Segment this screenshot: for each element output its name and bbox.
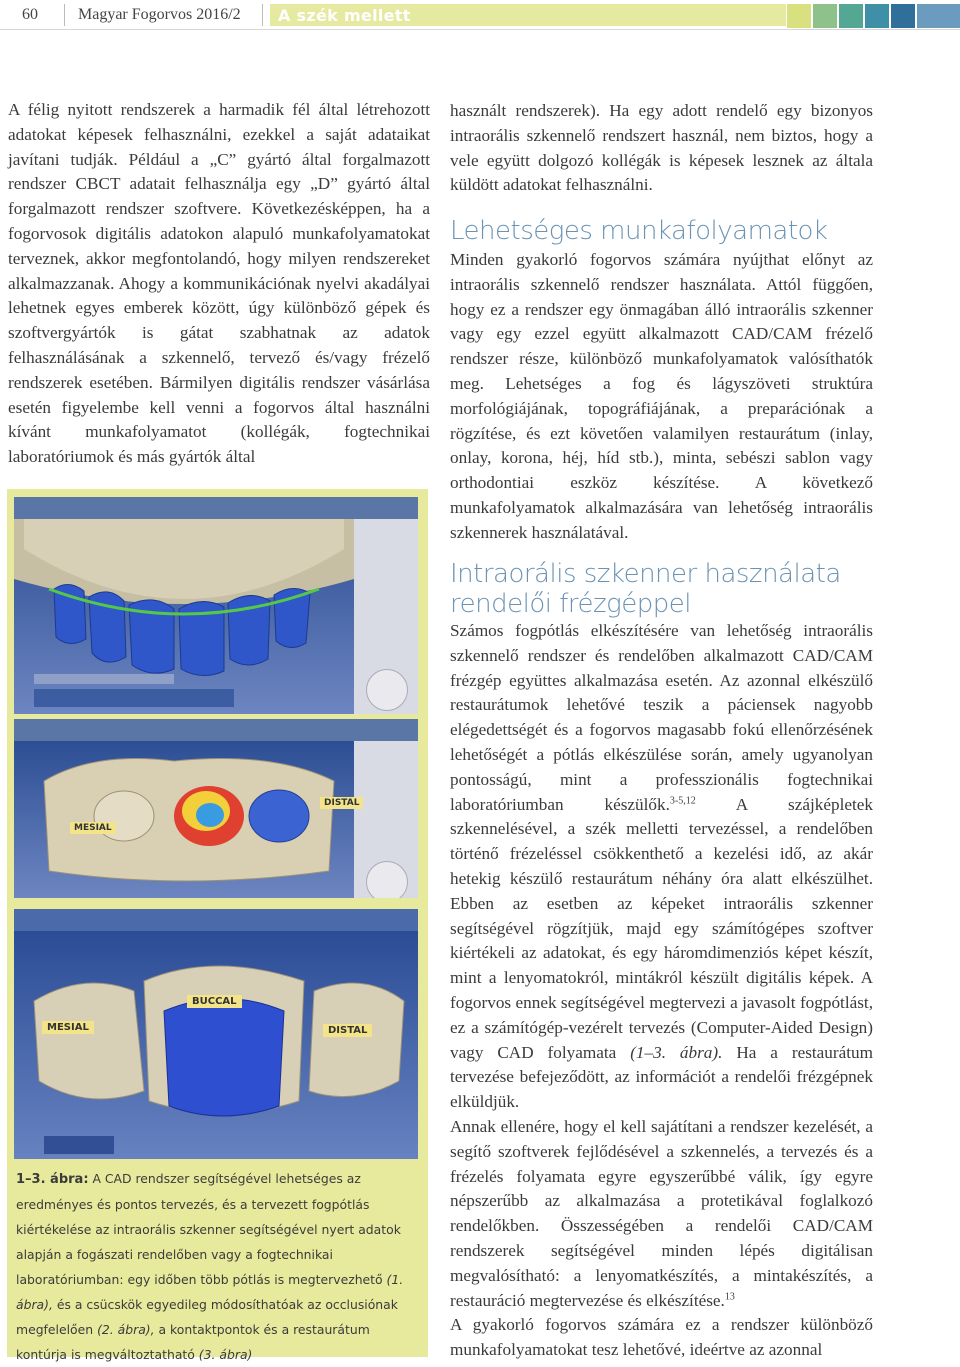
- paragraph: használt rendszerek). Ha egy adott rendelő egy bizonyos intraorális szkennelő rendszert használ, nem biztos, hogy a vele együtt dolgozó kollégák is képesek lesznek az általa küldött adatokat felhasználni.: [450, 101, 873, 195]
- paragraph: [450, 1115, 873, 1313]
- section-heading: Lehetséges munkafolyamatok: [450, 216, 828, 246]
- label-mesial-1: MESIAL: [70, 822, 116, 834]
- label-buccal: BUCCAL: [187, 995, 242, 1008]
- left-column: [8, 98, 430, 470]
- right-column-intro: [450, 99, 873, 198]
- page-number: 60: [22, 6, 38, 23]
- section-bar: [270, 4, 786, 26]
- right-column-workflows: [450, 248, 873, 546]
- figure-1-image: [14, 497, 418, 714]
- journal-title: Magyar Fogorvos 2016/2: [78, 6, 241, 23]
- app-toolbar: [14, 497, 418, 519]
- label-distal-2: DISTAL: [323, 1024, 372, 1037]
- caption-number: 1–3. ábra:: [16, 1172, 89, 1187]
- rotate-icon[interactable]: [366, 861, 408, 898]
- tool-panel: [354, 519, 418, 714]
- caption-text: a kontaktpontok és a restaurátum kontúrja is megváltoztatható: [16, 1322, 370, 1362]
- header-divider: [64, 4, 65, 26]
- color-square: [787, 4, 811, 28]
- section-title: A szék mellett: [278, 6, 411, 25]
- paragraph: Minden gyakorló fogorvos számára nyújthat előnyt az intraorális szkennelő rendszer használata. Attól függően, hogy ez a rendszer egy önmagában álló intraorális szkenner vagy egy ezzel együtt alkalmazott CAD/CAM frézelő rendszer része, különböző munkafolyamatok valósíthatók meg. Lehetséges a fog és lágyszöveti struktúra morfológiájának, topográfiájának, a preparációnak a rögzítése, és ezt követően valamilyen restaurátum (inlay, onlay, korona, héj, híd stb.), minta, sebészi sablon vagy orthodontiai eszköz készítése. A következő munkafolyamatok alkalmazására van lehetőség intraorális szkennerek használatával.: [450, 250, 873, 542]
- rotate-icon[interactable]: [366, 669, 408, 711]
- right-column-scanner: [450, 619, 873, 1363]
- color-square: [865, 4, 889, 28]
- page-header: [0, 0, 960, 32]
- figure-caption: [16, 1166, 416, 1367]
- 3d-view: [14, 741, 354, 898]
- 3d-view: [14, 931, 418, 1159]
- color-square: [839, 4, 863, 28]
- text-run: A szájképletek szkennelésével, a szék melletti tervezéssel, a rendelőben történő frézeléssel csökkenthető a kezelési idő, az akár hetekig készülő restaurátum néhány óra alatt elkészülhet. Ebben az esetben az képeket intraorális szkenner segítségével rögzítjük, majd egy számítógépes szoftver kiértékeli az adatokat, és egy háromdimenziós képet készít, mint a lenyomatokról, mintákról készült digitális képek. A fogorvos ennek segítségével megtervezi a javasolt fogpótlást, ez a számítógép-vezérelt tervezés (Computer-Aided Design) vagy CAD folyamata: [450, 794, 873, 1062]
- tool-panel: [354, 741, 418, 898]
- paragraph: A félig nyitott rendszerek a harmadik fél által létrehozott adatokat képesek felhasználni, ezekkel a saját adataikat javítani tudják. Például a „C” gyártó által forgalmazott rendszer CBCT adatait felhasználja egy „D” gyártó által forgalmazott rendszer szoftvere. Következésképpen, ha a fogorvosok digitális adatokon alapuló munkafolyamatokat terveznek, akkor megfontolandó, hogy milyen rendszereket alkalmazzanak. Ahogy a kommunikációnak nyelvi akadályai lehetnek egyes emberek között, úgy különböző gépek és szoftvergyártók is gátat szabhatnak az adatok felhasználásának a szkennelő, tervező és/vagy frézelő rendszerek esetében. Bármilyen digitális rendszer vásárlása esetén figyelembe kell venni a fogorvos által használni kívánt munkafolyamatot (kollégák, fogtechnikai laboratóriumok és más gyártók által: [8, 100, 430, 467]
- figure-ref: (1–3. ábra).: [630, 1042, 723, 1062]
- color-square: [813, 4, 837, 28]
- header-rule: [0, 29, 960, 30]
- caption-text: és a csücskök egyedileg módosíthatóak az occlusiónak megfelelően: [16, 1297, 398, 1337]
- section-heading: Intraorális szkenner használata rendelői frézgéppel: [450, 559, 841, 619]
- text-run: Annak ellenére, hogy el kell sajátítani a rendszer kezelését, a segítő szoftverek fejlődésével a szkennelés, a tervezés és a frézelés folyamata egyre egyszerűbbé válik, így egyre népszerűbb az alkalmazása a protetikával foglalkozó rendelőkben. Összességében a rendelői CAD/CAM rendszerek segítségével minden lépés digitálisan megvalósítható: a lenyomatkészítés, a mintakészítés, a restauráció megtervezése és elkészítése.: [450, 1116, 873, 1310]
- reference: 13: [724, 1290, 735, 1302]
- model-render: [14, 741, 354, 898]
- crown-render: [14, 931, 418, 1159]
- 3d-view: [14, 519, 354, 714]
- app-toolbar: [14, 909, 418, 931]
- color-square: [891, 4, 915, 28]
- caption-ref: (3. ábra): [198, 1347, 253, 1362]
- reference: 3-5,12: [669, 794, 696, 806]
- paragraph: A gyakorló fogorvos számára ez a rendszer különböző munkafolyamatokat tesz lehetővé, ideértve az azonnal: [450, 1315, 873, 1360]
- text-run: Ha a restaurátum tervezése befejeződött, az információt a rendelői frézgépnek elküldjük.: [450, 1042, 873, 1112]
- label-mesial-2: MESIAL: [42, 1021, 94, 1034]
- teeth-render: [14, 519, 354, 714]
- caption-text: A CAD rendszer segítségével lehetséges az eredményes és pontos tervezés, és a tervezett fogpótlás kiértékelése az intraorális szkenner segítségével nyert adatok alapján a fogászati rendelőben vagy a fogtechnikai laboratóriumban: egy időben több pótlás is megtervezhető: [16, 1171, 401, 1287]
- text-run: Számos fogpótlás elkészítésére van lehetőség intraorális szkennelő rendszer és rendelőben alkalmazott CAD/CAM frézgép együttes alkalmazása esetén. Az azonnal elkészülő restaurátumok lehetővé teszik a páciensek nagyobb elégedettségét és a fogorvos magasabb fokú ellenőrzésének lehetőségét a pótlás elkészülése során, amely ugyanolyan pontosságú, mint a professzionális fogtechnikai laboratóriumban készülők.: [450, 621, 873, 814]
- header-divider: [262, 4, 263, 26]
- color-square: [917, 4, 960, 28]
- app-toolbar: [14, 719, 418, 741]
- label-distal-1: DISTAL: [320, 797, 363, 809]
- caption-ref: (2. ábra),: [97, 1322, 155, 1337]
- paragraph: [450, 619, 873, 1115]
- caption-ref: (1. ábra),: [16, 1272, 404, 1312]
